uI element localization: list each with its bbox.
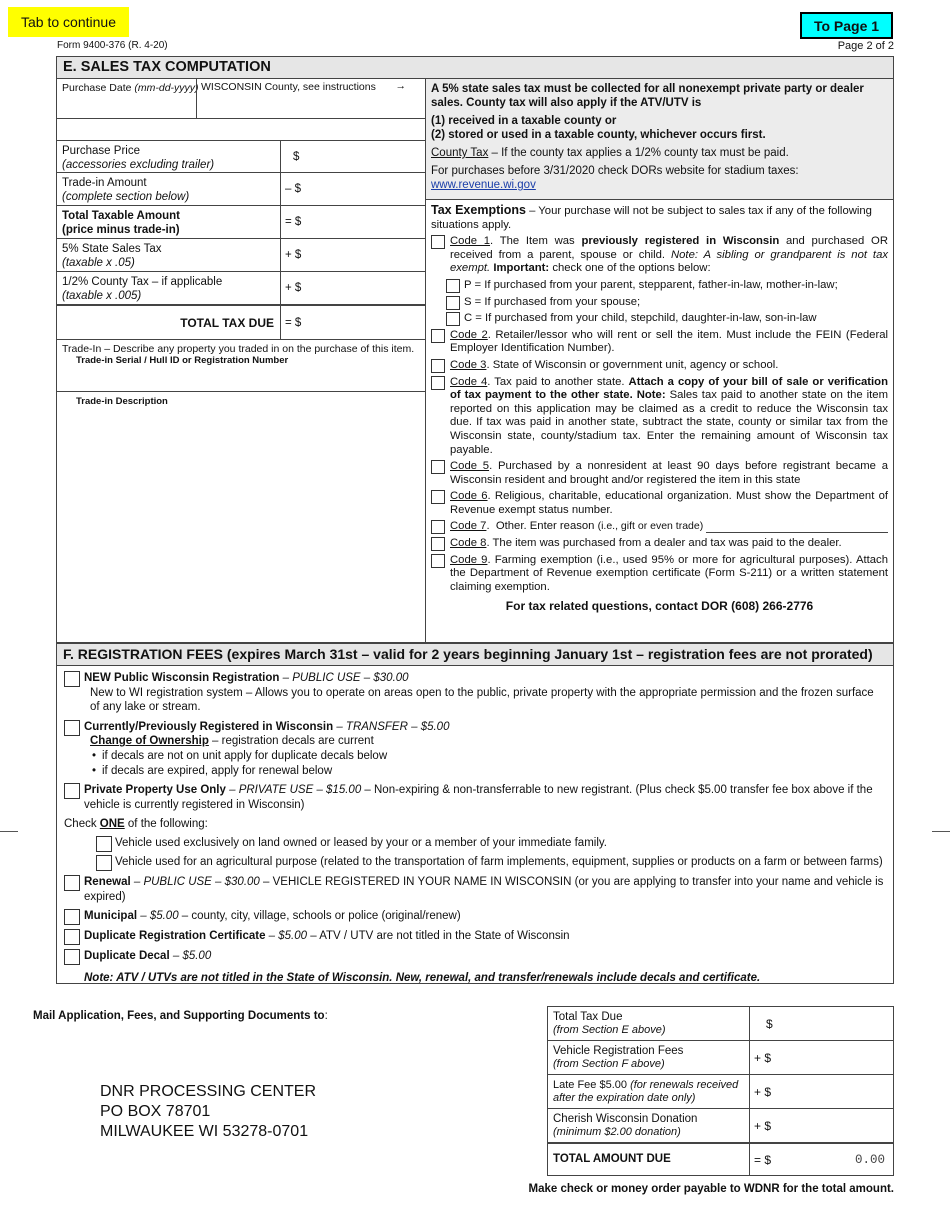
total-tax-due-input[interactable] (305, 316, 415, 330)
county-label: WISCONSIN County, see instructions (201, 81, 376, 93)
purchase-date-label: Purchase Date (mm-dd-yyyy) (62, 82, 199, 94)
registration-fees-field[interactable]: + $ (750, 1041, 893, 1074)
purchase-price-label: Purchase Price (accessories excluding trailer) (62, 145, 215, 171)
total-taxable-label: Total Taxable Amount (price minus trade-in) (62, 210, 180, 236)
donation-field[interactable]: + $ (750, 1109, 893, 1142)
exemption-code-7: Code 7 . Other. Enter reason (i.e., gift or even trade) (431, 520, 888, 534)
section-f-title: F. REGISTRATION FEES (expires March 31st – valid for 2 years beginning January 1st – registration fees are not prorated) (57, 644, 893, 666)
private-option-land: Vehicle used exclusively on land owned or leased by your or a member of your immediate family. (64, 836, 886, 851)
code-5-checkbox[interactable] (431, 460, 445, 474)
sales-tax-info (426, 79, 893, 200)
purchase-price-input[interactable] (303, 150, 413, 164)
land-use-checkbox[interactable] (96, 836, 112, 852)
section-f (57, 642, 893, 991)
total-tax-due-field[interactable]: = $ (280, 306, 426, 339)
section-e-title: E. SALES TAX COMPUTATION (57, 57, 893, 79)
trade-in-serial-label: Trade-in Serial / Hull ID or Registration Number (76, 355, 289, 366)
exemption-code-3: Code 3. State of Wisconsin or government unit, agency or school. (431, 359, 888, 373)
state-tax-field[interactable]: + $ (280, 239, 426, 271)
sales-tax-right-column (426, 79, 893, 642)
late-fee-input[interactable] (775, 1084, 875, 1099)
option-p-checkbox[interactable] (446, 279, 460, 293)
private-use-checkbox[interactable] (64, 783, 80, 799)
county-condition-1: (1) received in a taxable county or (431, 115, 617, 127)
county-tax-note: County Tax – If the county tax applies a 1/2% county tax must be paid. (431, 147, 789, 159)
donation-input[interactable] (775, 1118, 875, 1133)
tab-to-continue-button[interactable]: Tab to continue (8, 7, 129, 37)
state-tax-row (57, 239, 426, 272)
state-tax-label: 5% State Sales Tax (taxable x .05) (62, 243, 162, 269)
code-9-checkbox[interactable] (431, 554, 445, 568)
totals-table (547, 1006, 894, 1176)
total-taxable-field[interactable]: = $ (280, 206, 426, 238)
county-tax-field[interactable]: + $ (280, 272, 426, 304)
duplicate-certificate-checkbox[interactable] (64, 929, 80, 945)
trade-in-intro: Trade-In – Describe any property you traded in on the purchase of this item. (62, 343, 415, 355)
agricultural-use-checkbox[interactable] (96, 855, 112, 871)
county-condition-2: (2) stored or used in a taxable county, whichever occurs first. (431, 129, 766, 141)
total-taxable-input[interactable] (305, 215, 415, 229)
fee-renewal: Renewal – PUBLIC USE – $30.00 – VEHICLE REGISTERED IN YOUR NAME IN WISCONSIN (or you are applying to transfer into your name and vehicle is expired) (64, 875, 886, 904)
option-c-checkbox[interactable] (446, 312, 460, 326)
municipal-checkbox[interactable] (64, 909, 80, 925)
exemption-code-5: Code 5. Purchased by a nonresident at least 90 days before registrant became a Wisconsin resident and brought and/or registered the item in this state (431, 460, 888, 487)
form-number: Form 9400-376 (R. 4-20) (57, 40, 168, 51)
renewal-checkbox[interactable] (64, 875, 80, 891)
total-taxable-row (57, 206, 426, 239)
mailing-address: DNR PROCESSING CENTER PO BOX 78701 MILWAUKEE WI 53278-0701 (100, 1083, 317, 1140)
private-option-agricultural: Vehicle used for an agricultural purpose (related to the transportation of farm implements, equipment, supplies or products on a farm or between farms) (64, 855, 886, 870)
fee-municipal: Municipal – $5.00 – county, city, village, schools or police (original/renew) (64, 909, 886, 924)
totals-row-late-fee: Late Fee $5.00 (for renewals received after the expiration date only) + $ (548, 1075, 893, 1109)
arrow-right-icon: → (395, 80, 406, 92)
revenue-website-link[interactable]: www.revenue.wi.gov (431, 179, 536, 191)
tax-exemptions (426, 200, 893, 618)
purchase-price-row (57, 140, 426, 173)
to-page-1-button[interactable]: To Page 1 (800, 12, 893, 39)
margin-mark-left (0, 831, 18, 832)
code-8-checkbox[interactable] (431, 537, 445, 551)
fee-private-use: Private Property Use Only – PRIVATE USE – $15.00 – Non-expiring & non-transferrable to new registrant. (Plus check $5.00 transfer fee box above if the vehicle is currently registered in Wisconsin) (64, 783, 886, 812)
option-s-checkbox[interactable] (446, 296, 460, 310)
sales-tax-rule: A 5% state sales tax must be collected for all nonexempt private party or dealer sales. County tax will also apply if the ATV/UTV is (431, 83, 864, 109)
code-7-checkbox[interactable] (431, 520, 445, 534)
margin-mark-right (932, 831, 950, 832)
code-2-checkbox[interactable] (431, 329, 445, 343)
code-1-option-s: S = If purchased from your spouse; (431, 296, 888, 310)
totals-row-tax: Total Tax Due (from Section E above) $ (548, 1007, 893, 1041)
late-fee-field[interactable]: + $ (750, 1075, 893, 1108)
duplicate-decal-checkbox[interactable] (64, 949, 80, 965)
sales-tax-left-column (57, 79, 426, 642)
state-tax-input[interactable] (305, 248, 415, 262)
fee-duplicate-certificate: Duplicate Registration Certificate – $5.00 – ATV / UTV are not titled in the State of Wisconsin (64, 929, 886, 944)
new-registration-checkbox[interactable] (64, 671, 80, 687)
exemption-code-6: Code 6. Religious, charitable, educational organization. Must show the Department of Revenue exempt status number. (431, 490, 888, 517)
total-tax-field[interactable]: $ (750, 1007, 893, 1040)
exemption-code-8: Code 8. The item was purchased from a dealer and tax was paid to the dealer. (431, 537, 888, 551)
purchase-date-row (57, 79, 426, 119)
county-tax-input[interactable] (305, 281, 415, 295)
exemption-code-1: Code 1. The Item was previously registered in Wisconsin and purchased OR received from a parent, spouse or child. Note: A sibling or grandparent is not tax exempt. Important: check one of the options below: (431, 235, 888, 276)
trade-in-amount-input[interactable] (305, 182, 415, 196)
code-1-option-c: C = If purchased from your child, stepchild, daughter-in-law, son-in-law (431, 312, 888, 326)
total-amount-field[interactable]: = $ 0.00 (754, 1152, 885, 1167)
payable-note: Make check or money order payable to WDNR for the total amount. (528, 1183, 894, 1195)
purchase-date-input[interactable] (61, 97, 191, 112)
check-one-instruction: Check ONE of the following: (64, 818, 208, 831)
totals-row-donation: Cherish Wisconsin Donation (minimum $2.00 donation) + $ (548, 1109, 893, 1143)
registration-fees-input[interactable] (775, 1050, 875, 1065)
code-7-reason-input[interactable] (706, 520, 888, 533)
county-tax-label: 1/2% County Tax – if applicable (taxable x .005) (62, 276, 223, 302)
dor-contact: For tax related questions, contact DOR (608) 266-2776 (505, 599, 814, 614)
stadium-tax-note: For purchases before 3/31/2020 check DORs website for stadium taxes: (431, 165, 799, 177)
form-frame (56, 56, 894, 984)
totals-row-total: TOTAL AMOUNT DUE = $ 0.00 (548, 1143, 893, 1175)
exemption-code-9: Code 9. Farming exemption (i.e., used 95% or more for agricultural purposes). Attach the Department of Revenue exemption certificate (Form S-211) or a written statement claiming exemption. (431, 554, 888, 595)
exemption-code-4: Code 4. Tax paid to another state. Attach a copy of your bill of sale or verification of tax payment to the other state. Note: Sales tax paid to another state on the item reported on this application may be claimed as a credit to reduce the Wisconsin tax due. If tax was paid in another state, subtract the state, county or similar tax from the Wisconsin state, county/stadium tax. Enter the remaining amount of Wisconsin tax payable. (431, 376, 888, 458)
trade-in-amount-row (57, 173, 426, 206)
total-tax-due-row (57, 306, 426, 340)
exemptions-intro: Tax Exemptions – Your purchase will not be subject to sales tax if any of the following situations apply. (431, 203, 872, 231)
code-4-checkbox[interactable] (431, 376, 445, 390)
trade-in-amount-label: Trade-in Amount (complete section below) (62, 177, 190, 203)
county-cell[interactable] (196, 79, 426, 119)
code-1-option-p: P = If purchased from your parent, stepparent, father-in-law, mother-in-law; (431, 279, 888, 293)
totals-row-registration: Vehicle Registration Fees (from Section F above) + $ (548, 1041, 893, 1075)
total-amount-value: 0.00 (854, 1152, 885, 1167)
purchase-price-field[interactable]: $ (280, 141, 426, 172)
fee-transfer: Currently/Previously Registered in Wisconsin – TRANSFER – $5.00 Change of Ownership – registration decals are current • if decals are not on unit apply for duplicate decals below • if decals are expired, apply for renewal below (64, 720, 886, 778)
titling-note: Note: ATV / UTVs are not titled in the State of Wisconsin. New, renewal, and transfer/renewals include decals and certificate. (84, 972, 761, 985)
trade-in-amount-field[interactable]: – $ (280, 173, 426, 205)
transfer-checkbox[interactable] (64, 720, 80, 736)
code-3-checkbox[interactable] (431, 359, 445, 373)
code-1-checkbox[interactable] (431, 235, 445, 249)
total-tax-input[interactable] (777, 1016, 877, 1031)
trade-in-serial-input[interactable] (76, 369, 416, 387)
county-tax-row (57, 272, 426, 306)
trade-in-description-label: Trade-in Description (76, 396, 168, 407)
fee-new-registration: NEW Public Wisconsin Registration – PUBLIC USE – $30.00 New to WI registration system – Allows you to operate on areas open to the public, private property with the appropriate permission and the frozen surface of any lake or stream. (64, 671, 886, 715)
total-tax-due-label: TOTAL TAX DUE (180, 316, 274, 330)
divider (57, 391, 426, 392)
exemption-code-2: Code 2. Retailer/lessor who will rent or sell the item. Must include the FEIN (Federal Employer Identification Number). (431, 329, 888, 356)
fee-duplicate-decal: Duplicate Decal – $5.00 (64, 949, 886, 964)
code-6-checkbox[interactable] (431, 490, 445, 504)
page-indicator: Page 2 of 2 (837, 40, 894, 52)
trade-in-description-input[interactable] (76, 411, 416, 631)
mail-heading: Mail Application, Fees, and Supporting Documents to: (33, 1010, 328, 1022)
